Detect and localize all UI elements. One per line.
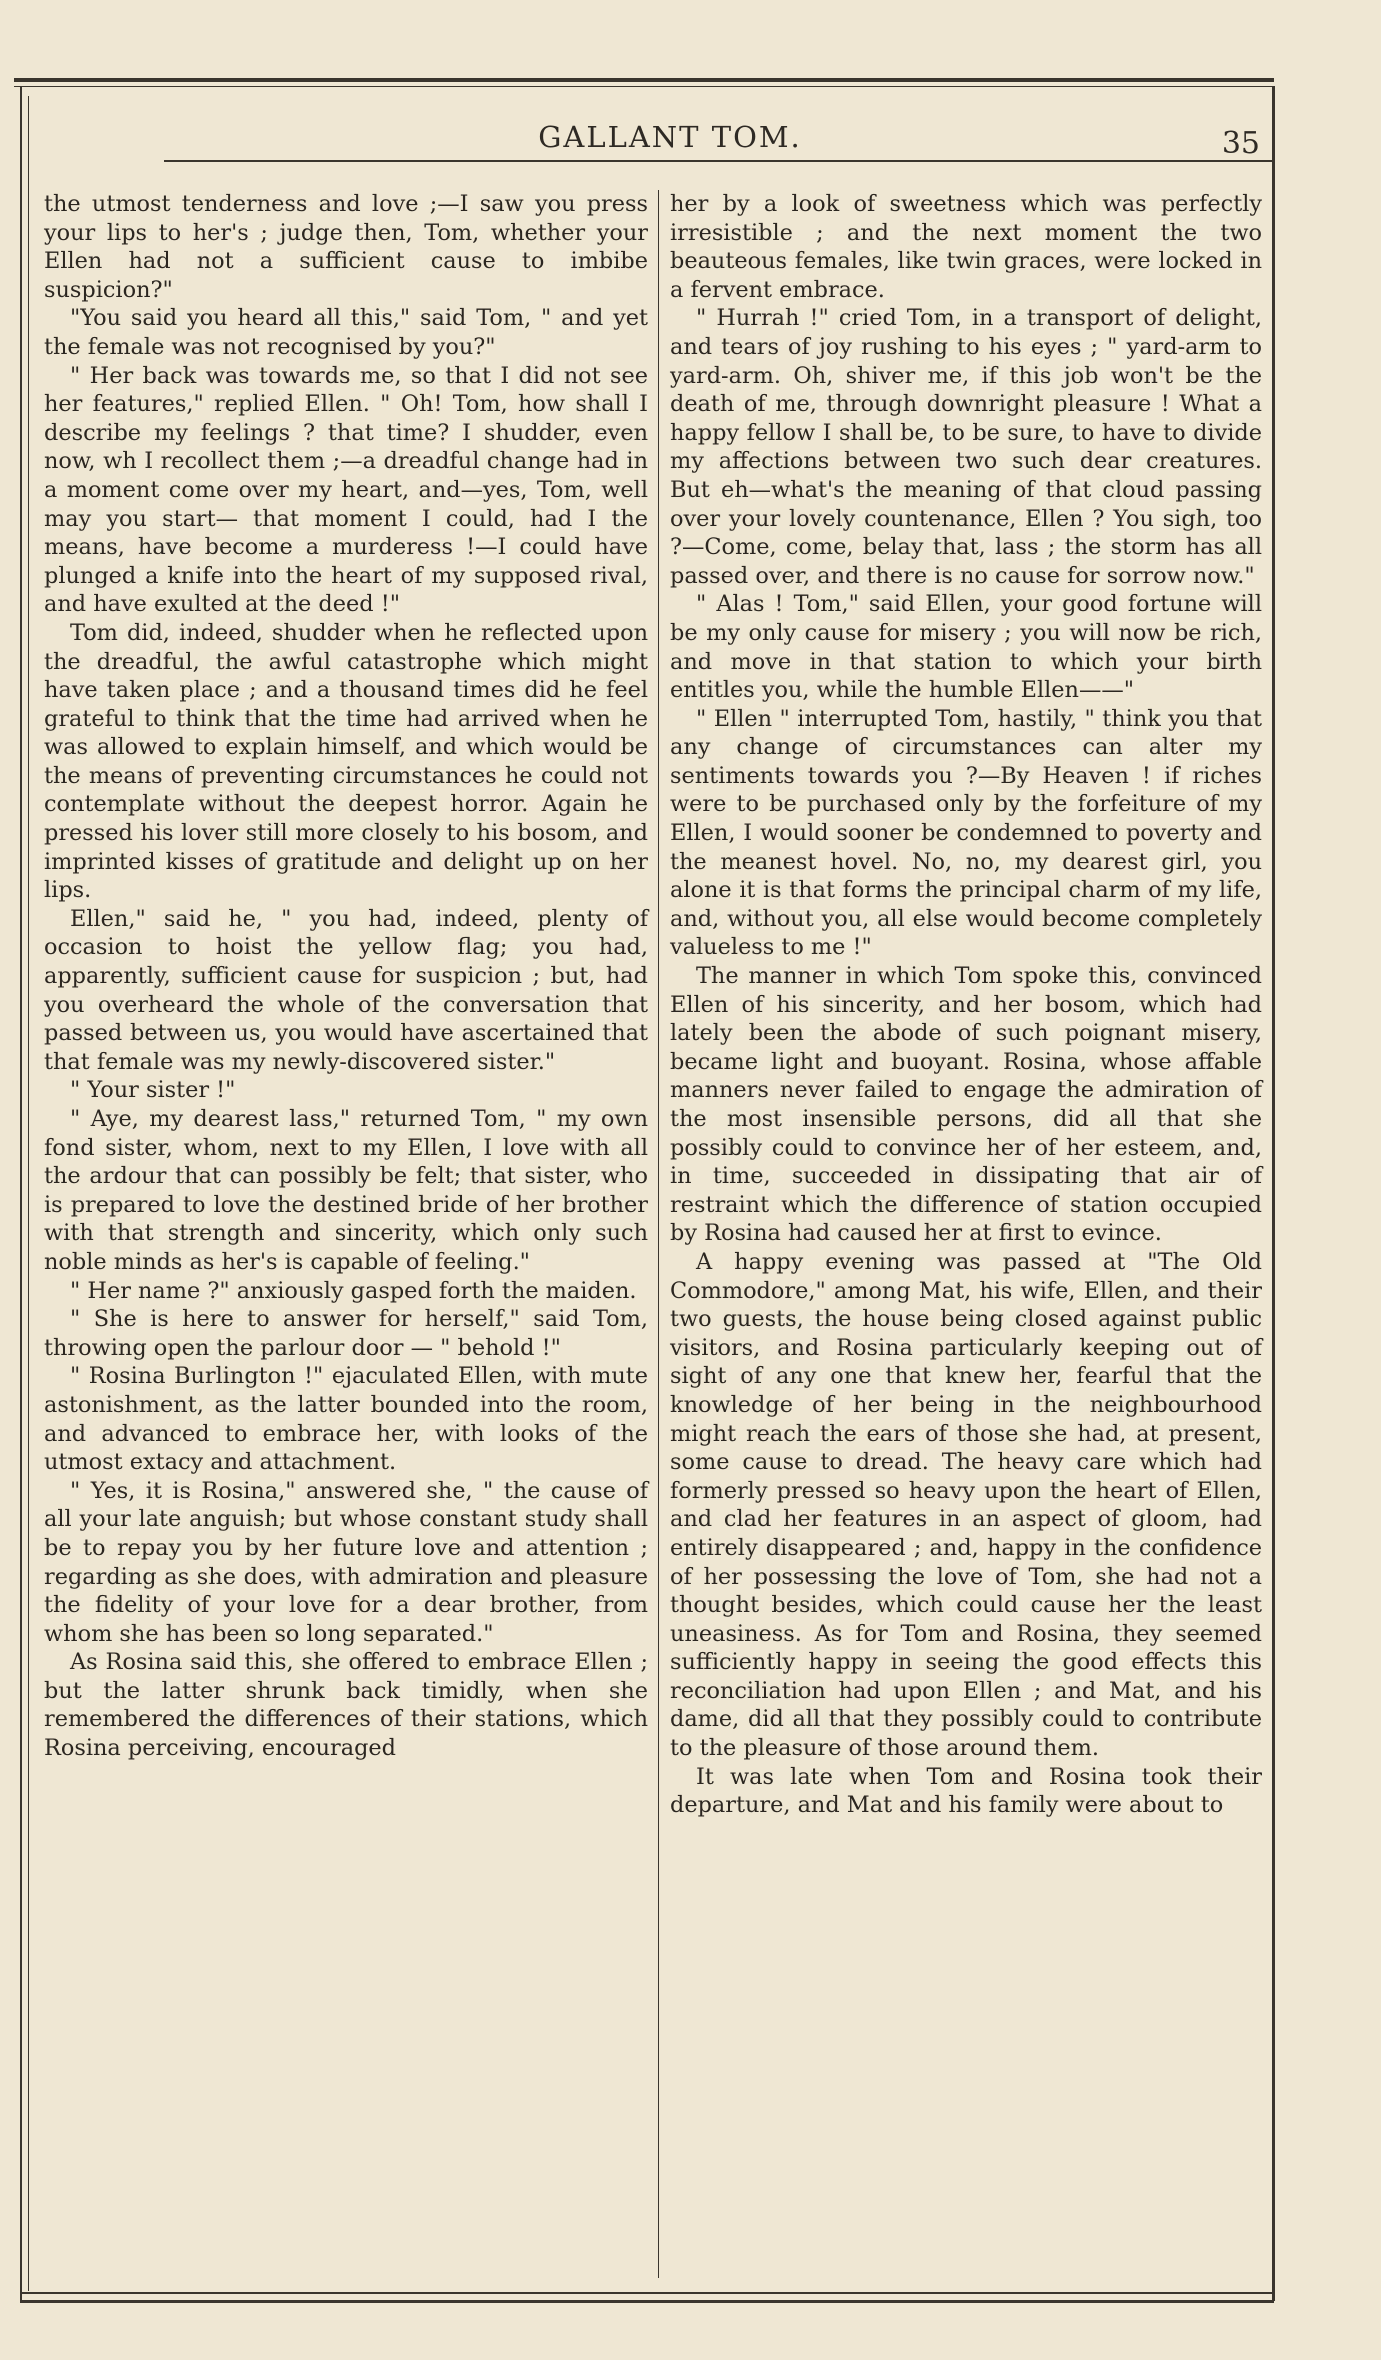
page-number: 35 — [1221, 126, 1260, 161]
bottom-border-rule-thick — [20, 2300, 1274, 2303]
paragraph: " Her back was towards me, so that I did not see her features," replied Ellen. " Oh! Tom, how shall I describe my feelings ? that time? I shudder, even now, wh I recollect them ;—a dreadful change had in a moment come over my heart, and—yes, Tom, well may you start— that moment I could, had I the means, have become a murderess !—I could have plunged a knife into the heart of my supposed rival, and have exulted at the deed !" — [44, 362, 648, 618]
paragraph: " Your sister !" — [70, 1077, 236, 1104]
paragraph: " Rosina Burlington !" ejaculated Ellen, with mute astonishment, as the latter bounded into the room, and advanced to embrace her, with looks of the utmost extacy and attachment. — [44, 1363, 648, 1476]
paragraph: As Rosina said this, she offered to embrace Ellen ; but the latter shrunk back timidly, when she remembered the differences of their stations, which Rosina perceiving, encouraged — [44, 1649, 648, 1762]
paragraph: The manner in which Tom spoke this, convinced Ellen of his sincerity, and her bosom, which had lately been the abode of such poignant misery, became light and buoyant. Rosina, whose affable manners never failed to engage the admiration of the most insensible persons, did all that she possibly could to convince her of her esteem, and, in time, succeeded in dissipating that air of restraint which the difference of station occupied by Rosina had caused her at first to evince. — [670, 963, 1262, 1247]
top-border-rule — [14, 78, 1274, 82]
paragraph: " Alas ! Tom," said Ellen, your good fortune will be my only cause for misery ; you will now be rich, and move in that station to which your birth entitles you, while the humble Ellen——" — [670, 591, 1262, 704]
paragraph: " Ellen " interrupted Tom, hastily, " think you that any change of circumstances can alter my sentiments towards you ?—By Heaven ! if riches were to be purchased only by the forfeiture of my Ellen, I would sooner be condemned to poverty and the meanest hovel. No, no, my dearest girl, you alone it is that forms the principal charm of my life, and, without you, all else would become completely valueless to me !" — [670, 705, 1262, 961]
left-column — [44, 190, 648, 1763]
paragraph: Tom did, indeed, shudder when he reflected upon the dreadful, the awful catastrophe which might have taken place ; and a thousand times did he feel grateful to think that the time had arrived when he was allowed to explain himself, and which would be the means of preventing circumstances he could not contemplate without the deepest horror. Again he pressed his lover still more closely to his bosom, and imprinted kisses of gratitude and delight up on her lips. — [44, 619, 648, 904]
paragraph: her by a look of sweetness which was perfectly irresistible ; and the next moment the two beauteous females, like twin graces, were locked in a fervent embrace. — [670, 191, 1262, 303]
running-title: GALLANT TOM. — [538, 120, 802, 154]
paragraph: " She is here to answer for herself," said Tom, throwing open the parlour door — " behold !" — [44, 1306, 648, 1361]
bottom-border-rule — [20, 2292, 1274, 2294]
paragraph: " Her name ?" anxiously gasped forth the maiden. — [70, 1277, 637, 1304]
header-rule — [164, 160, 1274, 162]
left-border-rule — [20, 86, 22, 2301]
left-inner-border-rule — [28, 96, 29, 2291]
paragraph: the utmost tenderness and love ;—I saw you press your lips to her's ; judge then, Tom, whether your Ellen had not a sufficient cause to imbibe suspicion?" — [44, 191, 648, 303]
paragraph: " Aye, my dearest lass," returned Tom, " my own fond sister, whom, next to my Ellen, I love with all the ardour that can possibly be felt; that sister, who is prepared to love the destined bride of her brother with that strength and sincerity, which only such noble minds as her's is capable of feeling." — [44, 1106, 648, 1275]
paragraph: Ellen," said he, " you had, indeed, plenty of occasion to hoist the yellow flag; you had, apparently, sufficient cause for suspicion ; but, had you overheard the whole of the conversation that passed between us, you would have ascertained that that female was my newly-discovered sister." — [44, 905, 648, 1075]
paragraph: A happy evening was passed at "The Old Commodore," among Mat, his wife, Ellen, and their two guests, the house being closed against public visitors, and Rosina particularly keeping out of sight of any one that knew her, fearful that the knowledge of her being in the neighbourhood might reach the ears of those she had, at present, some cause to dread. The heavy care which had formerly pressed so heavy upon the heart of Ellen, and clad her features in an aspect of gloom, had entirely disappeared ; and, happy in the confidence of her possessing the love of Tom, she had not a thought besides, which could cause her the least uneasiness. As for Tom and Rosina, they seemed sufficiently happy in seeing the good effects this reconciliation had upon Ellen ; and Mat, and his dame, did all that they possibly could to contribute to the pleasure of those around them. — [670, 1248, 1262, 1762]
paragraph: " Yes, it is Rosina," answered she, " the cause of all your late anguish; but whose constant study shall be to repay you by her future love and attention ; regarding as she does, with admiration and pleasure the fidelity of your love for a dear brother, from whom she has been so long separated." — [44, 1477, 648, 1647]
right-border-rule — [1272, 86, 1275, 2301]
paragraph: " Hurrah !" cried Tom, in a transport of delight, and tears of joy rushing to his eyes ; " yard-arm to yard-arm. Oh, shiver me, if this job won't be the death of me, through downright pleasure ! What a happy fellow I shall be, to be sure, to have to divide my affections between two such dear creatures. But eh—what's the meaning of that cloud passing over your lovely countenance, Ellen ? You sigh, too ?—Come, come, belay that, lass ; the storm has all passed over, and there is no cause for sorrow now." — [670, 305, 1262, 589]
top-border-rule-thin — [14, 86, 1274, 87]
right-column — [670, 190, 1262, 1820]
paragraph: It was late when Tom and Rosina took their departure, and Mat and his family were about to — [670, 1763, 1262, 1819]
paragraph: "You said you heard all this," said Tom, " and yet the female was not recognised by you?" — [44, 305, 648, 360]
column-divider — [658, 190, 659, 2278]
